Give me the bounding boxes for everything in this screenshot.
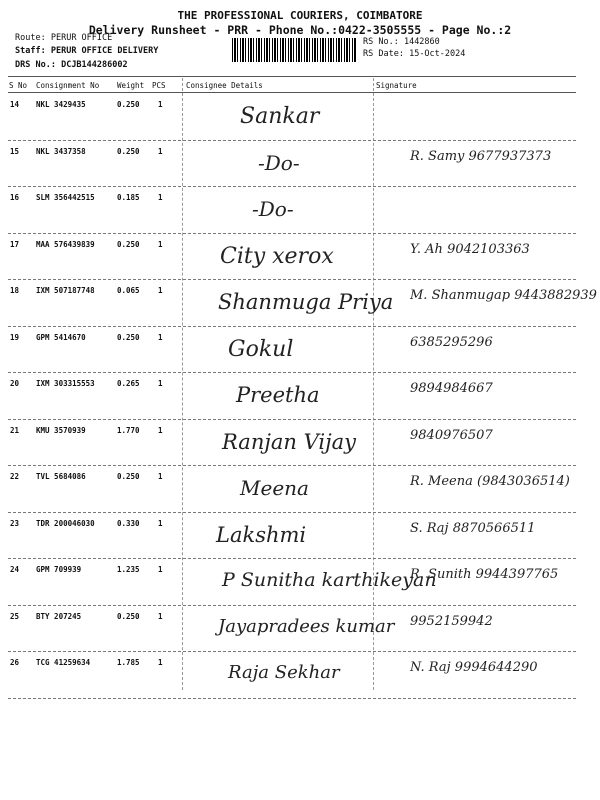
row-consignment: KMU 3570939: [36, 425, 86, 435]
table-row: [0, 94, 600, 141]
staff-label: Staff:: [15, 46, 46, 56]
row-signature: 6385295296: [410, 334, 493, 350]
col-sno: S No: [9, 81, 28, 90]
route-value: PERUR OFFICE: [50, 33, 113, 43]
row-sno: 14: [10, 100, 20, 109]
row-signature: M. Shanmugap 9443882939: [410, 288, 597, 303]
row-pcs: 1: [158, 658, 163, 667]
row-pcs: 1: [158, 193, 163, 202]
row-consignment: TCG 41259634: [36, 658, 91, 667]
row-sno: 17: [10, 239, 20, 249]
row-consignee: Gokul: [228, 336, 294, 362]
row-weight: 0.250: [117, 239, 140, 249]
drs-line: [15, 60, 128, 70]
row-weight: 1.770: [117, 425, 140, 435]
row-sno: 26: [10, 658, 20, 667]
row-weight: 0.250: [117, 146, 140, 156]
row-sno: 24: [10, 565, 20, 574]
route-label: Route:: [15, 33, 46, 43]
row-signature: S. Raj 8870566511: [410, 520, 536, 536]
row-sno: 16: [10, 193, 20, 202]
row-sno: 19: [10, 332, 20, 342]
staff-line: [15, 46, 158, 56]
row-pcs: 1: [158, 518, 163, 528]
table-row: [0, 234, 600, 281]
route-line: [15, 33, 112, 43]
drs-label: DRS No.:: [15, 60, 56, 70]
row-weight: 0.250: [117, 332, 140, 342]
row-consignee: Meena: [240, 476, 309, 500]
row-consignment: TDR 200046030: [36, 518, 95, 528]
row-consignee: P Sunitha karthikeyan: [222, 569, 437, 591]
table-row: [0, 466, 600, 513]
row-weight: 0.250: [117, 472, 140, 481]
row-consignee: Preetha: [236, 383, 320, 407]
row-consignment: NKL 3429435: [36, 100, 86, 109]
row-signature: 9894984667: [410, 381, 493, 396]
rs-no-value: 1442860: [403, 37, 440, 47]
rs-date-value: 15-Oct-2024: [409, 49, 466, 59]
rs-no-label: RS No.:: [363, 37, 399, 47]
row-weight: 0.330: [117, 518, 140, 528]
row-divider: [8, 698, 576, 699]
row-pcs: 1: [158, 332, 163, 342]
row-signature: R. Sunith 9944397765: [410, 567, 559, 582]
row-signature: 9952159942: [410, 613, 493, 629]
col-signature: Signature: [376, 81, 417, 90]
row-signature: R. Samy 9677937373: [410, 148, 552, 164]
barcode: [232, 38, 356, 62]
table-row: [0, 559, 600, 606]
row-consignment: GPM 5414670: [36, 332, 86, 342]
row-weight: 1.785: [117, 658, 140, 667]
row-sno: 25: [10, 611, 20, 621]
row-consignee: -Do-: [258, 150, 300, 175]
header-bottom-rule: [8, 92, 576, 93]
row-signature: Y. Ah 9042103363: [410, 241, 530, 257]
row-consignment: GPM 709939: [36, 565, 82, 574]
row-weight: 0.065: [117, 286, 140, 295]
table-row: [0, 652, 600, 699]
table-row: [0, 187, 600, 234]
row-pcs: 1: [158, 286, 163, 295]
row-consignee: City xerox: [220, 243, 334, 269]
row-consignment: IXM 507187748: [36, 286, 95, 295]
row-weight: 1.235: [117, 565, 140, 574]
row-consignee: Lakshmi: [216, 522, 307, 547]
row-consignee: Shanmuga Priya: [218, 290, 394, 314]
col-weight: Weight: [117, 81, 145, 90]
col-pcs: PCS: [152, 81, 166, 90]
row-pcs: 1: [158, 100, 163, 109]
row-consignment: MAA 576439839: [36, 239, 95, 249]
row-sno: 18: [10, 286, 20, 295]
col-consignment: Consignment No: [36, 81, 100, 90]
row-consignee: Raja Sekhar: [228, 662, 340, 683]
row-consignment: NKL 3437358: [36, 146, 86, 156]
company-title: THE PROFESSIONAL COURIERS, COIMBATORE: [177, 9, 423, 22]
rs-date-label: RS Date:: [363, 49, 404, 59]
row-consignee: Ranjan Vijay: [222, 429, 356, 454]
table-row: [0, 373, 600, 420]
row-pcs: 1: [158, 239, 163, 249]
row-consignment: BTY 207245: [36, 611, 82, 621]
row-sno: 23: [10, 518, 20, 528]
row-pcs: 1: [158, 146, 163, 156]
row-consignee: Jayapradees kumar: [218, 615, 395, 637]
table-row: [0, 606, 600, 653]
row-sno: 15: [10, 146, 20, 156]
row-signature: R. Meena (9843036514): [410, 474, 570, 489]
row-weight: 0.265: [117, 379, 140, 388]
row-sno: 22: [10, 472, 20, 481]
row-consignment: SLM 356442515: [36, 193, 95, 202]
rs-no-line: [363, 37, 440, 47]
row-consignee: Sankar: [240, 104, 320, 129]
table-row: [0, 327, 600, 374]
row-signature: 9840976507: [410, 427, 493, 443]
rs-date-line: [363, 49, 465, 59]
table-row: [0, 141, 600, 188]
runsheet-title: Delivery Runsheet - PRR - Phone No.:0422-3505555 - Page No.:2: [88, 23, 512, 37]
header-top-rule: [8, 76, 576, 77]
row-consignee: -Do-: [252, 197, 294, 221]
table-row: [0, 513, 600, 560]
staff-value: PERUR OFFICE DELIVERY: [50, 46, 159, 56]
row-pcs: 1: [158, 379, 163, 388]
row-pcs: 1: [158, 611, 163, 621]
row-weight: 0.250: [117, 100, 140, 109]
row-weight: 0.185: [117, 193, 140, 202]
drs-value: DCJB144286002: [61, 60, 128, 70]
row-sno: 21: [10, 425, 20, 435]
row-signature: N. Raj 9994644290: [410, 660, 538, 675]
row-pcs: 1: [158, 565, 163, 574]
row-weight: 0.250: [117, 611, 140, 621]
row-consignment: TVL 5684086: [36, 472, 86, 481]
row-consignment: IXM 303315553: [36, 379, 95, 388]
row-pcs: 1: [158, 425, 163, 435]
row-pcs: 1: [158, 472, 163, 481]
row-sno: 20: [10, 379, 20, 388]
table-row: [0, 280, 600, 327]
table-row: [0, 420, 600, 467]
col-consignee: Consignee Details: [186, 81, 263, 90]
